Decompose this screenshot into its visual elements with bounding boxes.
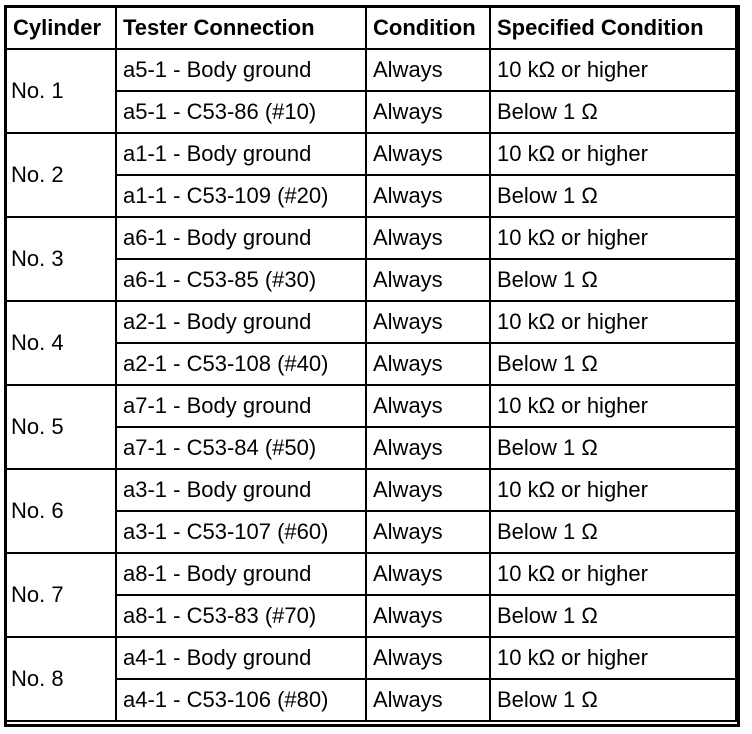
- header-condition: Condition: [366, 7, 490, 49]
- condition-cell: Always: [366, 49, 490, 91]
- table-row: [6, 91, 736, 133]
- condition-cell: Always: [366, 637, 490, 679]
- specified-condition-cell: Below 1 Ω: [490, 595, 736, 637]
- tester-connection-cell: a4-1 - Body ground: [116, 637, 366, 679]
- specified-condition-cell: Below 1 Ω: [490, 511, 736, 553]
- cylinder-cell: No. 6: [6, 469, 116, 553]
- cylinder-cell: No. 4: [6, 301, 116, 385]
- specified-condition-cell: 10 kΩ or higher: [490, 217, 736, 259]
- table-row: [6, 553, 736, 595]
- tester-connection-cell: a6-1 - C53-85 (#30): [116, 259, 366, 301]
- specification-table: [5, 6, 737, 722]
- condition-cell: Always: [366, 595, 490, 637]
- specified-condition-cell: Below 1 Ω: [490, 175, 736, 217]
- specified-condition-cell: 10 kΩ or higher: [490, 49, 736, 91]
- table-row: [6, 133, 736, 175]
- specified-condition-cell: 10 kΩ or higher: [490, 637, 736, 679]
- header-specified-condition: Specified Condition: [490, 7, 736, 49]
- table-row: [6, 679, 736, 721]
- cylinder-cell: No. 2: [6, 133, 116, 217]
- cylinder-cell: No. 5: [6, 385, 116, 469]
- header-cylinder: Cylinder: [6, 7, 116, 49]
- condition-cell: Always: [366, 385, 490, 427]
- cylinder-cell: No. 3: [6, 217, 116, 301]
- cylinder-cell: No. 7: [6, 553, 116, 637]
- condition-cell: Always: [366, 553, 490, 595]
- condition-cell: Always: [366, 133, 490, 175]
- condition-cell: Always: [366, 301, 490, 343]
- condition-cell: Always: [366, 343, 490, 385]
- table-row: [6, 427, 736, 469]
- specified-condition-cell: Below 1 Ω: [490, 259, 736, 301]
- specified-condition-cell: Below 1 Ω: [490, 343, 736, 385]
- tester-connection-cell: a8-1 - C53-83 (#70): [116, 595, 366, 637]
- header-row: [6, 7, 736, 49]
- condition-cell: Always: [366, 217, 490, 259]
- condition-cell: Always: [366, 427, 490, 469]
- table-row: [6, 637, 736, 679]
- tester-connection-cell: a2-1 - Body ground: [116, 301, 366, 343]
- condition-cell: Always: [366, 511, 490, 553]
- header-tester-connection: Tester Connection: [116, 7, 366, 49]
- tester-connection-cell: a7-1 - C53-84 (#50): [116, 427, 366, 469]
- table-row: [6, 259, 736, 301]
- tester-connection-cell: a8-1 - Body ground: [116, 553, 366, 595]
- tester-connection-cell: a3-1 - C53-107 (#60): [116, 511, 366, 553]
- specified-condition-cell: Below 1 Ω: [490, 427, 736, 469]
- specified-condition-cell: 10 kΩ or higher: [490, 469, 736, 511]
- tester-connection-cell: a6-1 - Body ground: [116, 217, 366, 259]
- table-row: [6, 511, 736, 553]
- condition-cell: Always: [366, 679, 490, 721]
- tester-connection-cell: a2-1 - C53-108 (#40): [116, 343, 366, 385]
- condition-cell: Always: [366, 91, 490, 133]
- table-row: [6, 49, 736, 91]
- specified-condition-cell: Below 1 Ω: [490, 91, 736, 133]
- cylinder-cell: No. 1: [6, 49, 116, 133]
- cylinder-cell: No. 8: [6, 637, 116, 721]
- condition-cell: Always: [366, 469, 490, 511]
- table-row: [6, 469, 736, 511]
- condition-cell: Always: [366, 259, 490, 301]
- table-row: [6, 385, 736, 427]
- table-row: [6, 595, 736, 637]
- tester-connection-cell: a1-1 - Body ground: [116, 133, 366, 175]
- tester-connection-cell: a5-1 - Body ground: [116, 49, 366, 91]
- tester-connection-cell: a5-1 - C53-86 (#10): [116, 91, 366, 133]
- specified-condition-cell: 10 kΩ or higher: [490, 385, 736, 427]
- tester-connection-cell: a1-1 - C53-109 (#20): [116, 175, 366, 217]
- tester-connection-cell: a3-1 - Body ground: [116, 469, 366, 511]
- specified-condition-cell: Below 1 Ω: [490, 679, 736, 721]
- specified-condition-cell: 10 kΩ or higher: [490, 553, 736, 595]
- tester-connection-cell: a7-1 - Body ground: [116, 385, 366, 427]
- table-row: [6, 301, 736, 343]
- table-row: [6, 175, 736, 217]
- table-row: [6, 343, 736, 385]
- condition-cell: Always: [366, 175, 490, 217]
- table-row: [6, 217, 736, 259]
- specified-condition-cell: 10 kΩ or higher: [490, 133, 736, 175]
- tester-connection-cell: a4-1 - C53-106 (#80): [116, 679, 366, 721]
- specified-condition-cell: 10 kΩ or higher: [490, 301, 736, 343]
